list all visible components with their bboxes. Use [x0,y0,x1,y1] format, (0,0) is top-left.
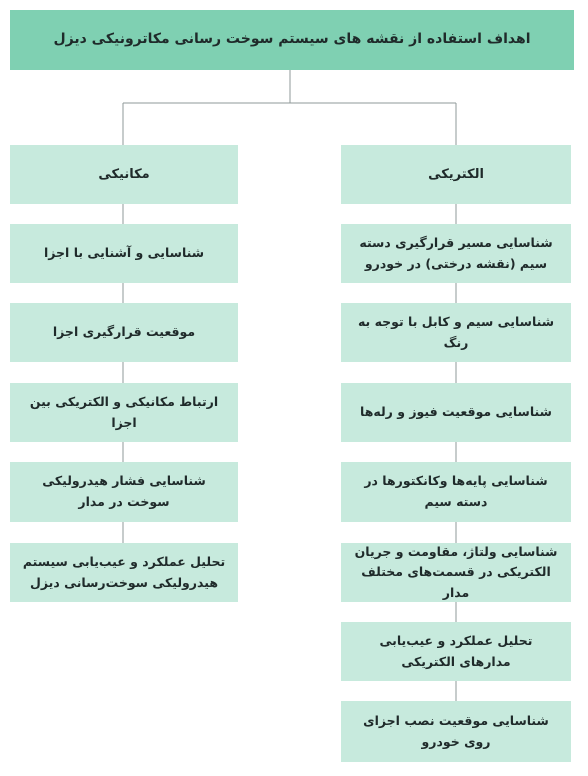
mechanical-item: ارتباط مکانیکی و الکتریکی بین اجزا [10,383,238,442]
mechanical-item: موقعیت قرارگیری اجزا [10,303,238,362]
electrical-item: شناسایی موقعیت فیوز و رله‌ها [341,383,571,442]
electrical-header: الکتریکی [341,145,571,204]
diagram-title: اهداف استفاده از نقشه های سیستم سوخت رسانی مکاترونیکی دیزل [10,10,574,70]
electrical-item: تحلیل عملکرد و عیب‌یابی مدارهای الکتریکی [341,622,571,681]
mechanical-item: شناسایی فشار هیدرولیکی سوخت در مدار [10,462,238,522]
mechanical-item: تحلیل عملکرد و عیب‌یابی سیستم هیدرولیکی سوخت‌رسانی دیزل [10,543,238,602]
electrical-item: شناسایی پایه‌ها وکانکتورها در دسته سیم [341,462,571,522]
electrical-item: شناسایی ولتاژ، مقاومت و جریان الکتریکی در قسمت‌های مختلف مدار [341,543,571,602]
electrical-item: شناسایی موقعیت نصب اجزای روی خودرو [341,701,571,762]
mechanical-header: مکانیکی [10,145,238,204]
mechanical-item: شناسایی و آشنایی با اجزا [10,224,238,283]
electrical-item: شناسایی سیم و کابل با توجه به رنگ [341,303,571,362]
electrical-item: شناسایی مسیر قرارگیری دسته سیم (نقشه درختی) در خودرو [341,224,571,283]
